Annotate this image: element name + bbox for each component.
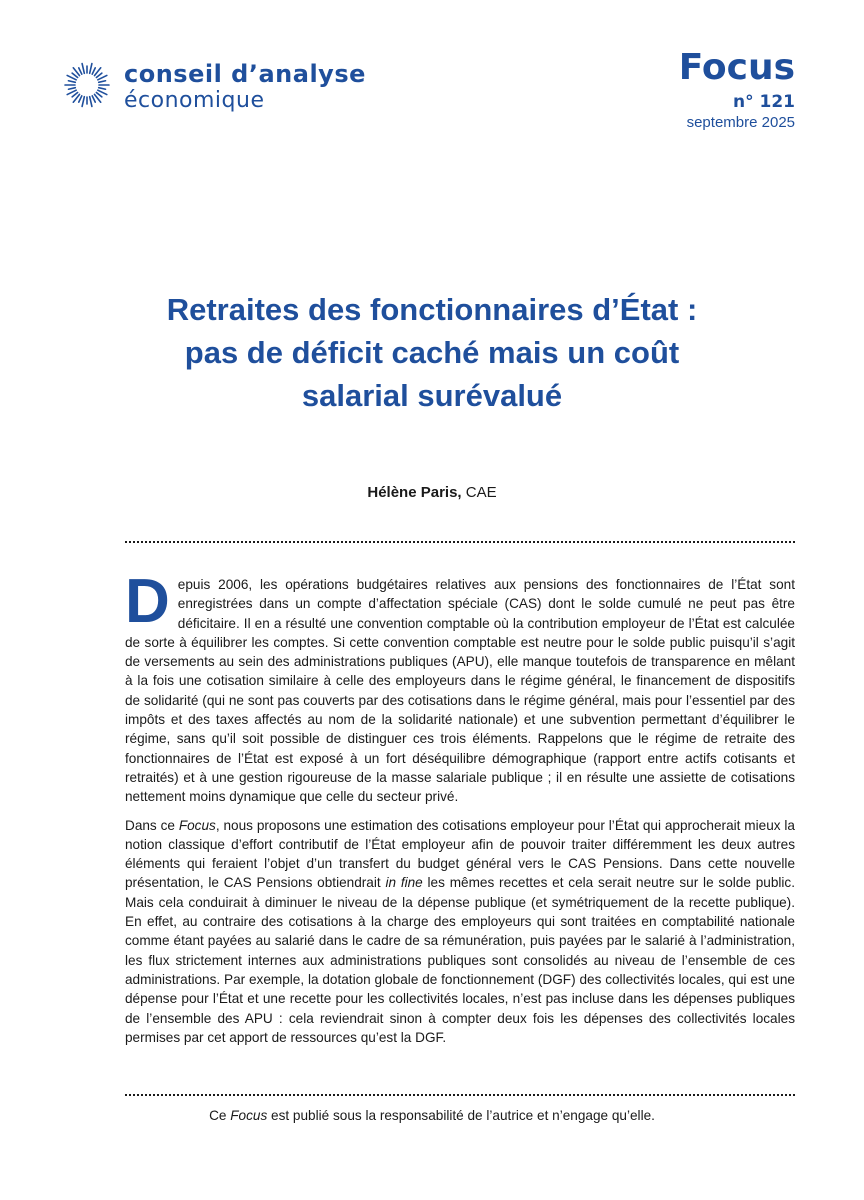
disclaimer-note (0, 1108, 864, 1123)
title-line-1: Retraites des fonctionnaires d’État : (166, 292, 698, 327)
logo-ray (72, 92, 77, 96)
paragraph-1 (125, 567, 795, 807)
paragraph-2-infine-italic: in fine (385, 875, 423, 891)
cae-logo (62, 60, 366, 112)
dotted-divider-bottom (125, 1094, 795, 1096)
logo-ray (79, 68, 82, 74)
drop-cap: D (125, 567, 170, 636)
issue-number: n° 121 (732, 92, 795, 112)
page-header (0, 0, 864, 160)
logo-ray (68, 81, 75, 83)
paragraph-2 (125, 816, 795, 1048)
logo-ray (82, 64, 84, 74)
author-line (0, 484, 864, 501)
disclaimer-text-b: est publié sous la responsabilité de l’autrice et n’engage qu’elle. (267, 1108, 655, 1123)
paragraph-2-text-b: , nous proposons une estimation des cotisations employeur pour l’État qui approcherait mieux la notion classique d’effort contributif de l’État employeur afin de pouvoir traiter différemment les deux autres éléments qui feraient l’objet d’un transfert du budget général vers le CAS Pensions. Dans cette nouvelle présentation, le CAS Pensions obtiendrait (125, 817, 795, 891)
logo-name-line1: conseil d’analyse (124, 60, 366, 88)
logo-ray (99, 81, 106, 83)
logo-ray (90, 97, 92, 107)
paragraph-2-text-a: Dans ce (125, 817, 179, 833)
author-name: Hélène Paris, (367, 484, 462, 501)
logo-ray (99, 88, 106, 90)
logo-ray (92, 96, 95, 102)
summary-body (125, 567, 795, 1056)
title-line-3: salarial surévalué (301, 378, 563, 413)
dotted-divider-top (125, 541, 795, 543)
series-title: Focus (678, 47, 795, 88)
author-affiliation: CAE (461, 484, 497, 501)
logo-ray (79, 96, 82, 102)
logo-ray (96, 73, 101, 77)
paragraph-2-text-c: les mêmes recettes et cela serait neutre sur le solde public. Mais cela conduirait à diminuer le niveau de la dépense publique (et symétriquement de la recette publique). En effet, au contraire des cotisations à la charge des employeurs qui sont traitées en comptabilité nationale comme étant payées au salarié dans le cadre de sa rémunération, puis payées par le salarié à l’administration, les flux strictement internes aux administrations publiques sont consolidés au niveau de l’ensemble de ces administrations. Par exemple, la dotation globale de fonctionnement (DGF) des collectivités locales, qui est une dépense pour l’État et une recette pour les collectivités locales, n’est pas incluse dans les dépenses publiques de l’ensemble des APU : cela reviendrait sinon à compter deux fois les dépenses des collectivités locales permises par cet apport de ressources qu’est la DGF. (125, 875, 795, 1045)
disclaimer-text-a: Ce (209, 1108, 231, 1123)
logo-ray (96, 92, 101, 96)
title-line-2: pas de déficit caché mais un coût (184, 335, 680, 370)
paragraph-2-focus-italic: Focus (178, 817, 216, 833)
document-title (100, 288, 764, 417)
publication-info (678, 47, 795, 131)
logo-ray (82, 97, 84, 107)
logo-ray (92, 68, 95, 74)
paragraph-1-text: epuis 2006, les opérations budgétaires relatives aux pensions des fonctionnaires de l’État sont enregistrées dans un compte d’affectation spéciale (CAS) dont le solde cumulé ne peut pas être déficitaire. Il en a résulté une convention comptable où la contribution employeur de l’État est calculée de sorte à équilibrer les comptes. Si cette convention comptable est neutre pour le solde public puisqu’il s’agit de versements au sein des administrations publiques (APU), elle manque toutefois de transparence en mêlant à la fois une cotisation similaire à celle des employeurs dans le régime général, le financement de dispositifs de solidarité (qui ne sont pas couverts par des cotisations dans le régime général, mais pour l’essentiel par des impôts et des taxes affectés au nom de la solidarité nationale) et une subvention permettant d’équilibrer le régime, sans qu’il soit possible de distinguer ces trois éléments. Rappelons que le régime de retraite des fonctionnaires de l’État est exposé à un fort déséquilibre démographique (rapport entre actifs cotisants et retraités) et à une gestion rigoureuse de la masse salariale publique ; il en résulte une assiette de cotisations nettement moins dynamique que celle du secteur privé. (125, 577, 795, 805)
disclaimer-focus-italic: Focus (230, 1108, 268, 1123)
logo-ray (68, 88, 75, 90)
sunburst-logo-icon (62, 60, 112, 110)
logo-ray (90, 64, 92, 74)
logo-name-line2: économique (124, 88, 265, 113)
issue-date: septembre 2025 (686, 114, 795, 131)
logo-ray (72, 73, 77, 77)
